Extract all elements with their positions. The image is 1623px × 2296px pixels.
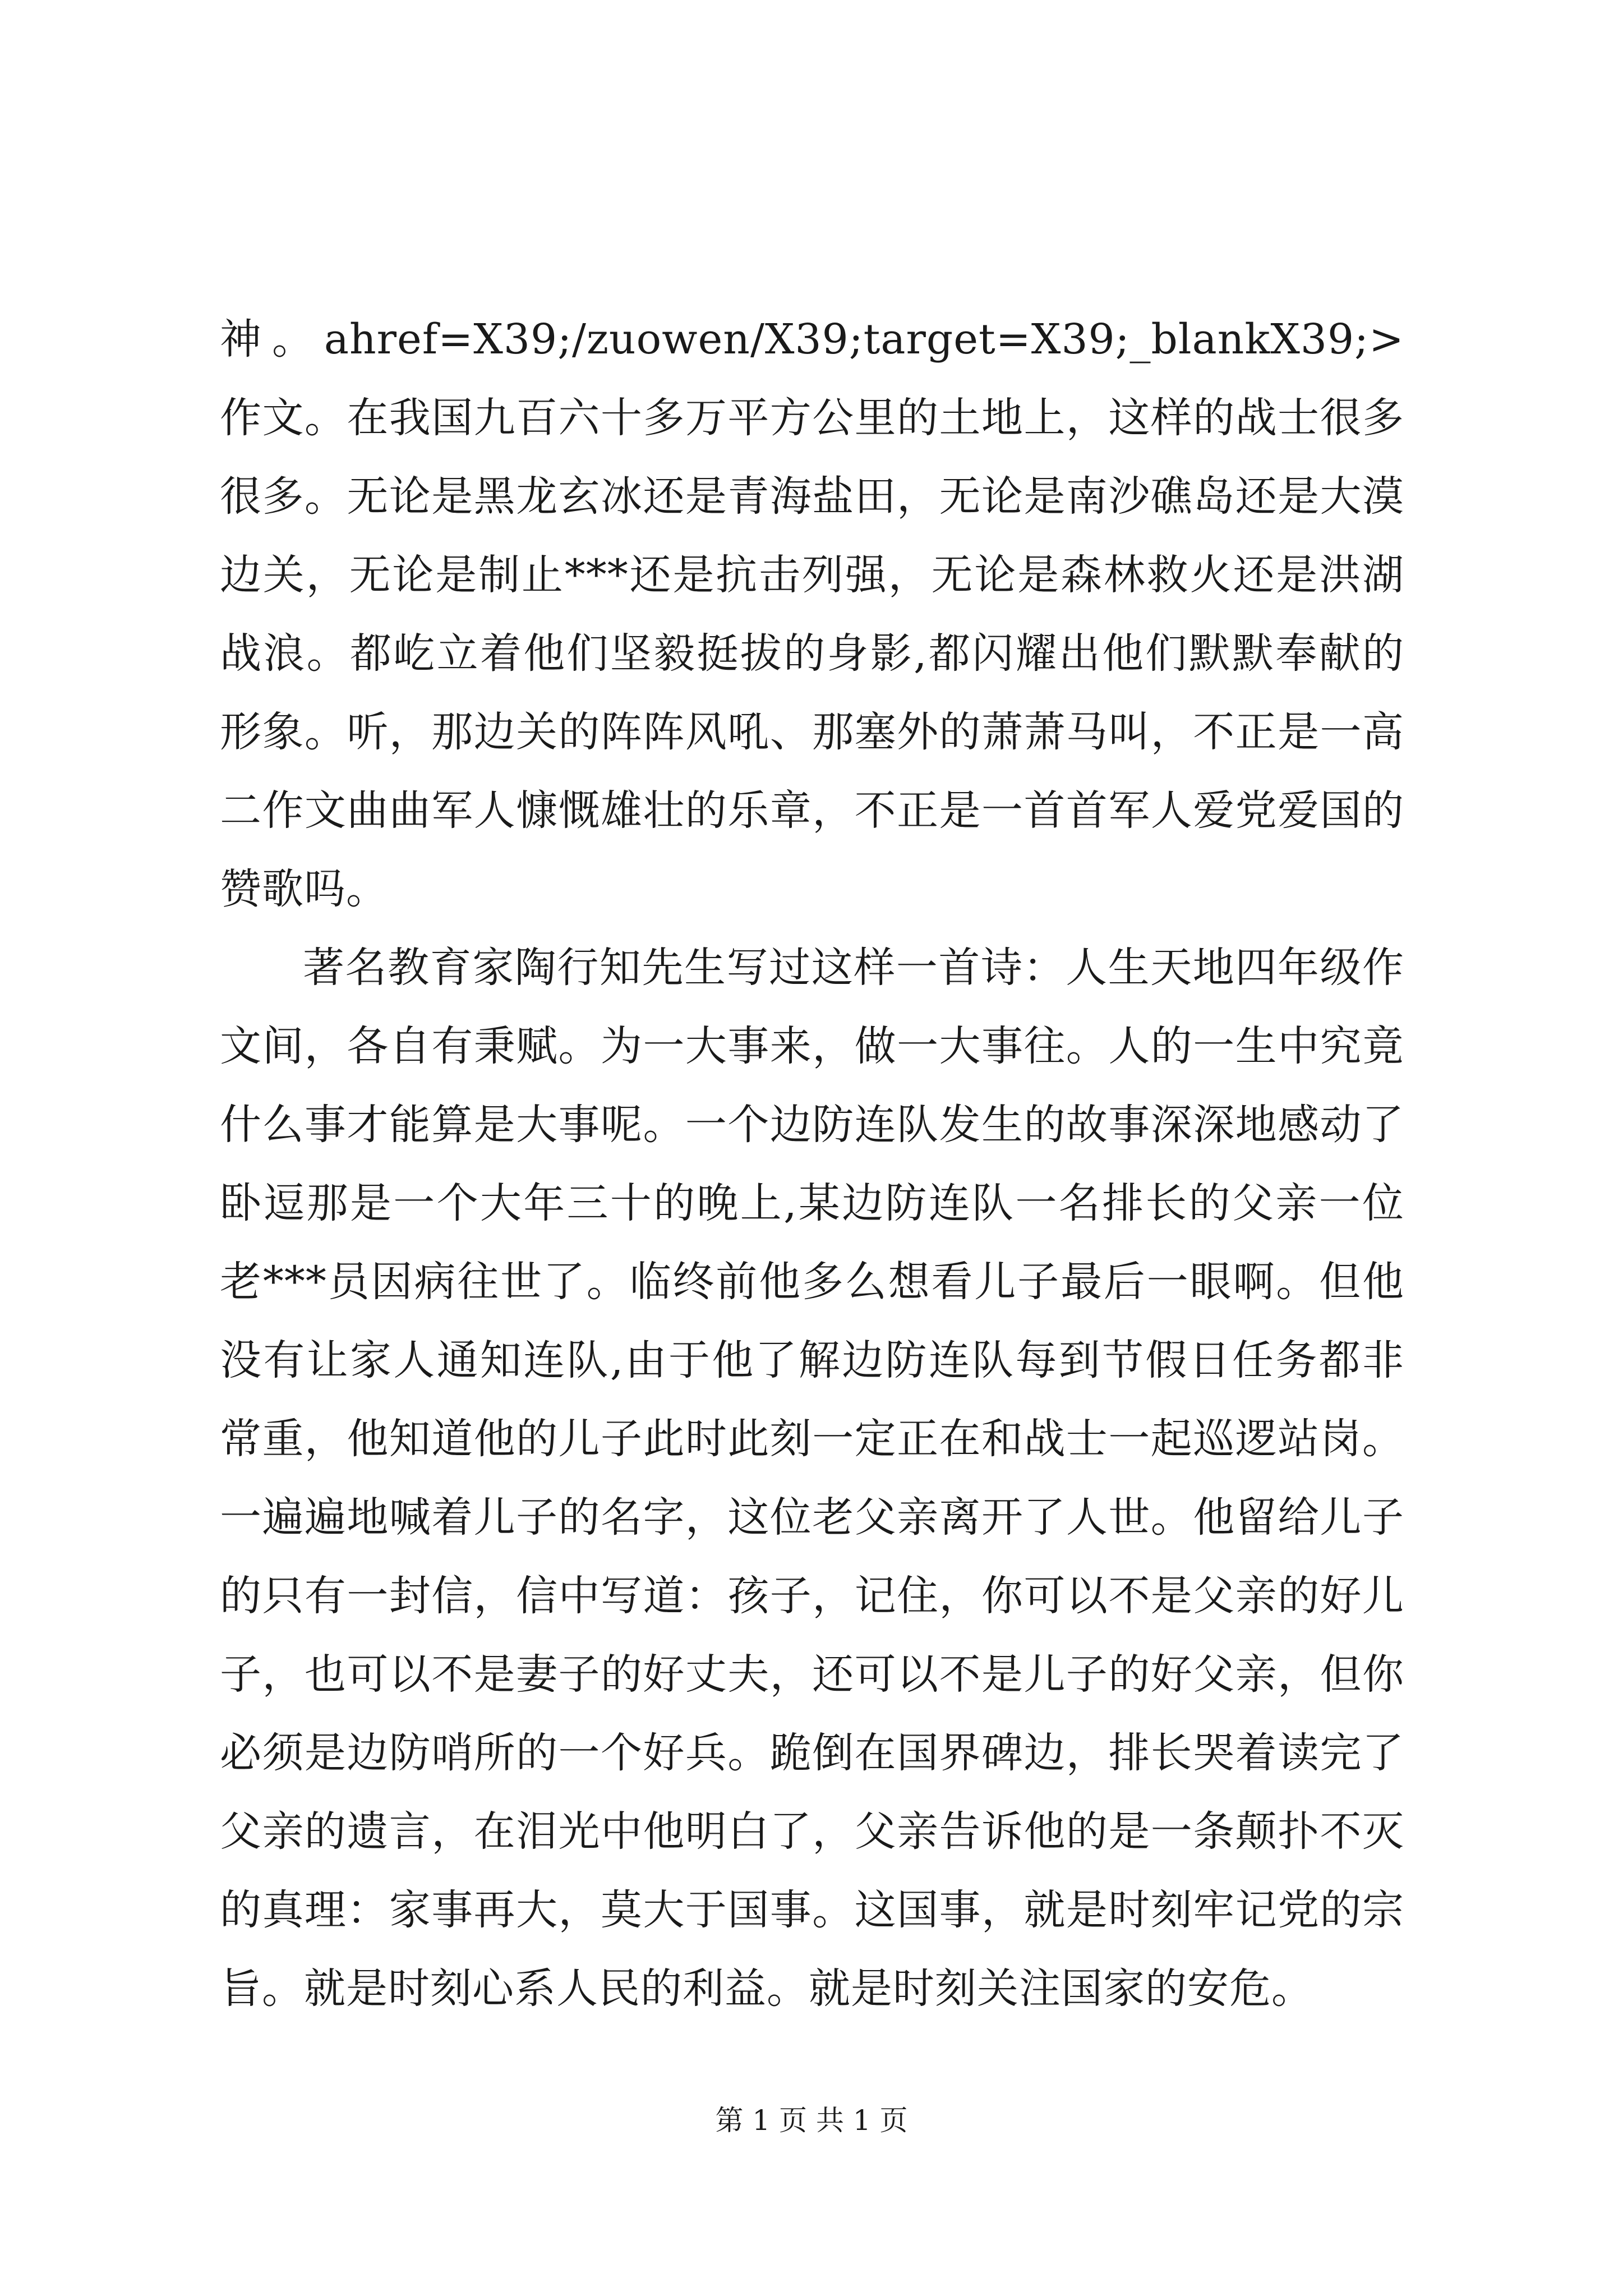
page-footer: 第 1 页 共 1 页 [715,2104,908,2137]
paragraph-1: 神。ahref=X39;/zuowen/X39;target=X39;_blankX39;>作文。在我国九百六十多万平方公里的土地上，这样的战士很多很多。无论是黑龙玄冰还是青海盐田，无论是南沙礁岛还是大漠边关，无论是制止***还是抗击列强，无论是森林救火还是洪湖战浪。都屹立着他们坚毅挺拔的身影,都闪耀出他们默默奉献的形象。听，那边关的阵阵风吼、那塞外的萧萧马叫，不正是一高二作文曲曲军人慷慨雄壮的乐章，不正是一首首军人爱党爱国的赞歌吗。 [220,315,1404,913]
paragraph-2: 著名教育家陶行知先生写过这样一首诗：人生天地四年级作文间，各自有秉赋。为一大事来，做一大事往。人的一生中究竟什么事才能算是大事呢。一个边防连队发生的故事深深地感动了卧逗那是一个大年三十的晚上,某边防连队一名排长的父亲一位老***员因病往世了。临终前他多么想看儿子最后一眼啊。但他没有让家人通知连队,由于他了解边防连队每到节假日任务都非常重，他知道他的儿子此时此刻一定正在和战士一起巡逻站岗。一遍遍地喊着儿子的名字，这位老父亲离开了人世。他留给儿子的只有一封信，信中写道：孩子，记住，你可以不是父亲的好儿子，也可以不是妻子的好丈夫，还可以不是儿子的好父亲，但你必须是边防哨所的一个好兵。跪倒在国界碑边，排长哭着读完了父亲的遗言，在泪光中他明白了，父亲告诉他的是一条颠扑不灭的真理：家事再大，莫大于国事。这国事，就是时刻牢记党的宗旨。就是时刻心系人民的利益。就是时刻关注国家的安危。 [220,944,1404,2013]
document-body [220,300,1404,2028]
